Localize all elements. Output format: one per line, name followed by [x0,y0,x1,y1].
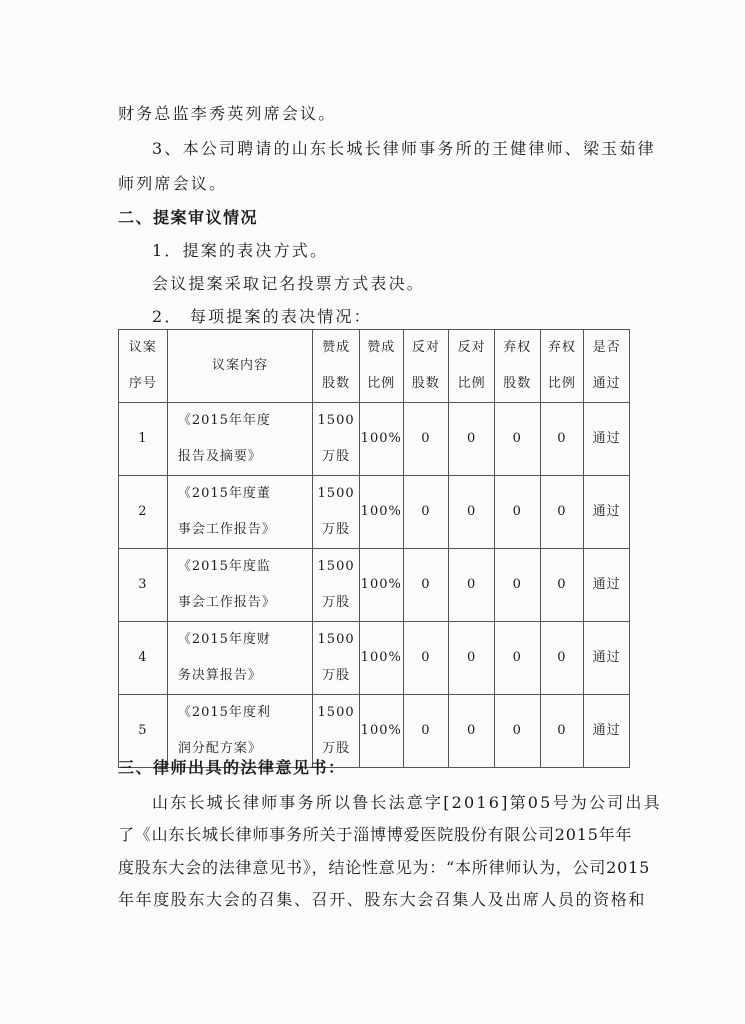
table-cell-text: 务决算报告》 [177,668,262,683]
table-cell-text: 0 [557,577,567,592]
table-cell-text: 0 [466,723,477,738]
table-cell [540,476,584,549]
table-cell-text: 《2015年度董 [177,486,271,501]
table-cell-text: 0 [557,723,567,738]
table-cell-text: 100% [360,723,402,738]
table-cell-text: 通过 [592,504,621,519]
table-cell [403,622,449,695]
paragraph-voting-results-title: 2． 每项提案的表决情况： [152,307,372,326]
table-header-text: 议案 [128,340,157,355]
table-cell-text: 通过 [592,723,621,738]
paragraph-opinion-line3: 度股东大会的法律意见书》，结论性意见为：“本所律师认为，公司2015 [118,858,651,877]
table-cell [540,403,584,476]
table-row [119,622,630,695]
section-heading-proposals: 二、提案审议情况 [118,208,259,227]
table-header-text: 比例 [547,376,576,391]
table-cell-text: 0 [512,504,522,519]
table-cell [584,622,630,695]
section-heading-legal-opinion: 三、律师出具的法律意见书： [118,758,346,777]
table-header-text: 序号 [128,376,157,391]
table-cell [540,549,584,622]
table-cell [313,476,360,549]
table-cell-text: 万股 [322,449,351,464]
table-cell [167,622,312,695]
table-cell-text: 100% [360,577,402,592]
table-row [119,403,630,476]
table-body [119,403,630,768]
table-cell-text: 0 [466,650,477,665]
table-header-cell [584,330,630,403]
table-cell-text: 万股 [322,668,351,683]
table-cell-text: 100% [360,504,402,519]
table-cell-text: 0 [557,431,567,446]
table-cell-text: 《2015年年度 [177,413,271,428]
table-cell-text: 1500 [317,705,355,720]
table-cell [167,403,312,476]
table-header-text: 股数 [503,376,532,391]
table-cell-text: 5 [138,723,148,738]
table-cell [584,549,630,622]
table-cell-text: 1500 [317,632,355,647]
table-cell-text: 2 [138,504,148,519]
table-cell-text: 0 [421,504,431,519]
table-cell-text: 0 [421,431,431,446]
table-header-text: 是否 [592,340,621,355]
table-cell [494,403,540,476]
table-cell-text: 1500 [317,559,355,574]
table-cell [449,476,495,549]
table-cell-text: 0 [466,577,477,592]
table-cell [449,622,495,695]
table-cell [449,403,495,476]
table-cell-text: 0 [557,650,567,665]
table-cell [494,476,540,549]
table-cell-text: 100% [360,650,402,665]
table-cell [494,549,540,622]
table-cell-text: 0 [512,723,522,738]
table-header-cell [167,330,312,403]
table-header-text: 反对 [457,340,486,355]
table-header-cell [119,330,168,403]
table-header-cell [494,330,540,403]
table-cell-text: 0 [466,504,477,519]
table-cell [359,622,403,695]
table-cell [449,549,495,622]
table-header-text: 比例 [367,376,396,391]
table-cell-text: 0 [512,577,522,592]
table-row [119,476,630,549]
table-cell [403,403,449,476]
table-cell-text: 0 [466,431,477,446]
table-cell [167,476,312,549]
paragraph-opinion-line2: 了《山东长城长律师事务所关于淄博博爱医院股份有限公司2015年年 [118,825,633,844]
table-cell [584,476,630,549]
table-header-text: 赞成 [367,340,396,355]
paragraph-voting-method: 会议提案采取记名投票方式表决。 [152,274,426,293]
table-header-cell [449,330,495,403]
table-cell [359,549,403,622]
table-cell-text: 0 [557,504,567,519]
table-cell-text: 1 [138,431,148,446]
table-cell [119,403,168,476]
table-cell-text: 通过 [592,431,621,446]
table-cell-text: 报告及摘要》 [177,449,262,464]
table-cell-text: 万股 [322,522,351,537]
table-header-text: 议案内容 [212,358,269,373]
table-cell-text: 3 [138,577,148,592]
table-cell-text: 事会工作报告》 [177,595,276,610]
table-cell [313,622,360,695]
table-header-text: 弃权 [547,340,576,355]
table-cell-text: 1500 [317,413,355,428]
table-cell-text: 1500 [317,486,355,501]
paragraph-lawyers-line2: 师列席会议。 [118,174,228,193]
table-cell-text: 0 [512,431,522,446]
table-cell-text: 0 [421,577,431,592]
table-cell [359,476,403,549]
table-cell-text: 万股 [322,741,351,756]
voting-results-table [118,329,630,768]
paragraph-voting-method-title: 1．提案的表决方式。 [152,241,329,260]
table-header-text: 比例 [457,376,486,391]
table-header-text: 赞成 [322,340,351,355]
table-header-text: 弃权 [503,340,532,355]
table-header-cell [313,330,360,403]
table-cell-text: 事会工作报告》 [177,522,276,537]
table-cell-text: 0 [421,650,431,665]
table-cell [494,622,540,695]
table-cell [403,549,449,622]
table-cell-text: 4 [138,650,148,665]
table-header-text: 股数 [411,376,440,391]
table-cell-text: 0 [512,650,522,665]
paragraph-cfo-attendance: 财务总监李秀英列席会议。 [118,104,337,123]
table-cell-text: 《2015年度利 [177,705,271,720]
table-cell-text: 《2015年度监 [177,559,271,574]
table-cell [167,549,312,622]
paragraph-opinion-line4: 年年度股东大会的召集、召开、股东大会召集人及出席人员的资格和 [118,890,647,909]
table-header-row [119,330,630,403]
table-cell-text: 万股 [322,595,351,610]
table-cell-text: 通过 [592,577,621,592]
table-cell [119,549,168,622]
table-cell [313,403,360,476]
table-cell-text: 润分配方案》 [177,741,262,756]
table-cell-text: 《2015年度财 [177,632,271,647]
table-cell [313,549,360,622]
table-cell [403,476,449,549]
table-cell-text: 100% [360,431,402,446]
table-header-text: 通过 [592,376,621,391]
table-cell [540,622,584,695]
table-cell [119,622,168,695]
paragraph-lawyers-line1: 3、本公司聘请的山东长城长律师事务所的王健律师、梁玉茹律 [152,139,656,158]
table-header-cell [403,330,449,403]
table-header-text: 反对 [411,340,440,355]
table-cell [584,403,630,476]
table-header-cell [359,330,403,403]
table-cell [119,476,168,549]
table-cell-text: 通过 [592,650,621,665]
table-cell [359,403,403,476]
table-header-cell [540,330,584,403]
table-header-text: 股数 [322,376,351,391]
table-row [119,549,630,622]
paragraph-opinion-line1: 山东长城长律师事务所以鲁长法意字[2016]第05号为公司出具 [152,793,662,812]
table-cell-text: 0 [421,723,431,738]
